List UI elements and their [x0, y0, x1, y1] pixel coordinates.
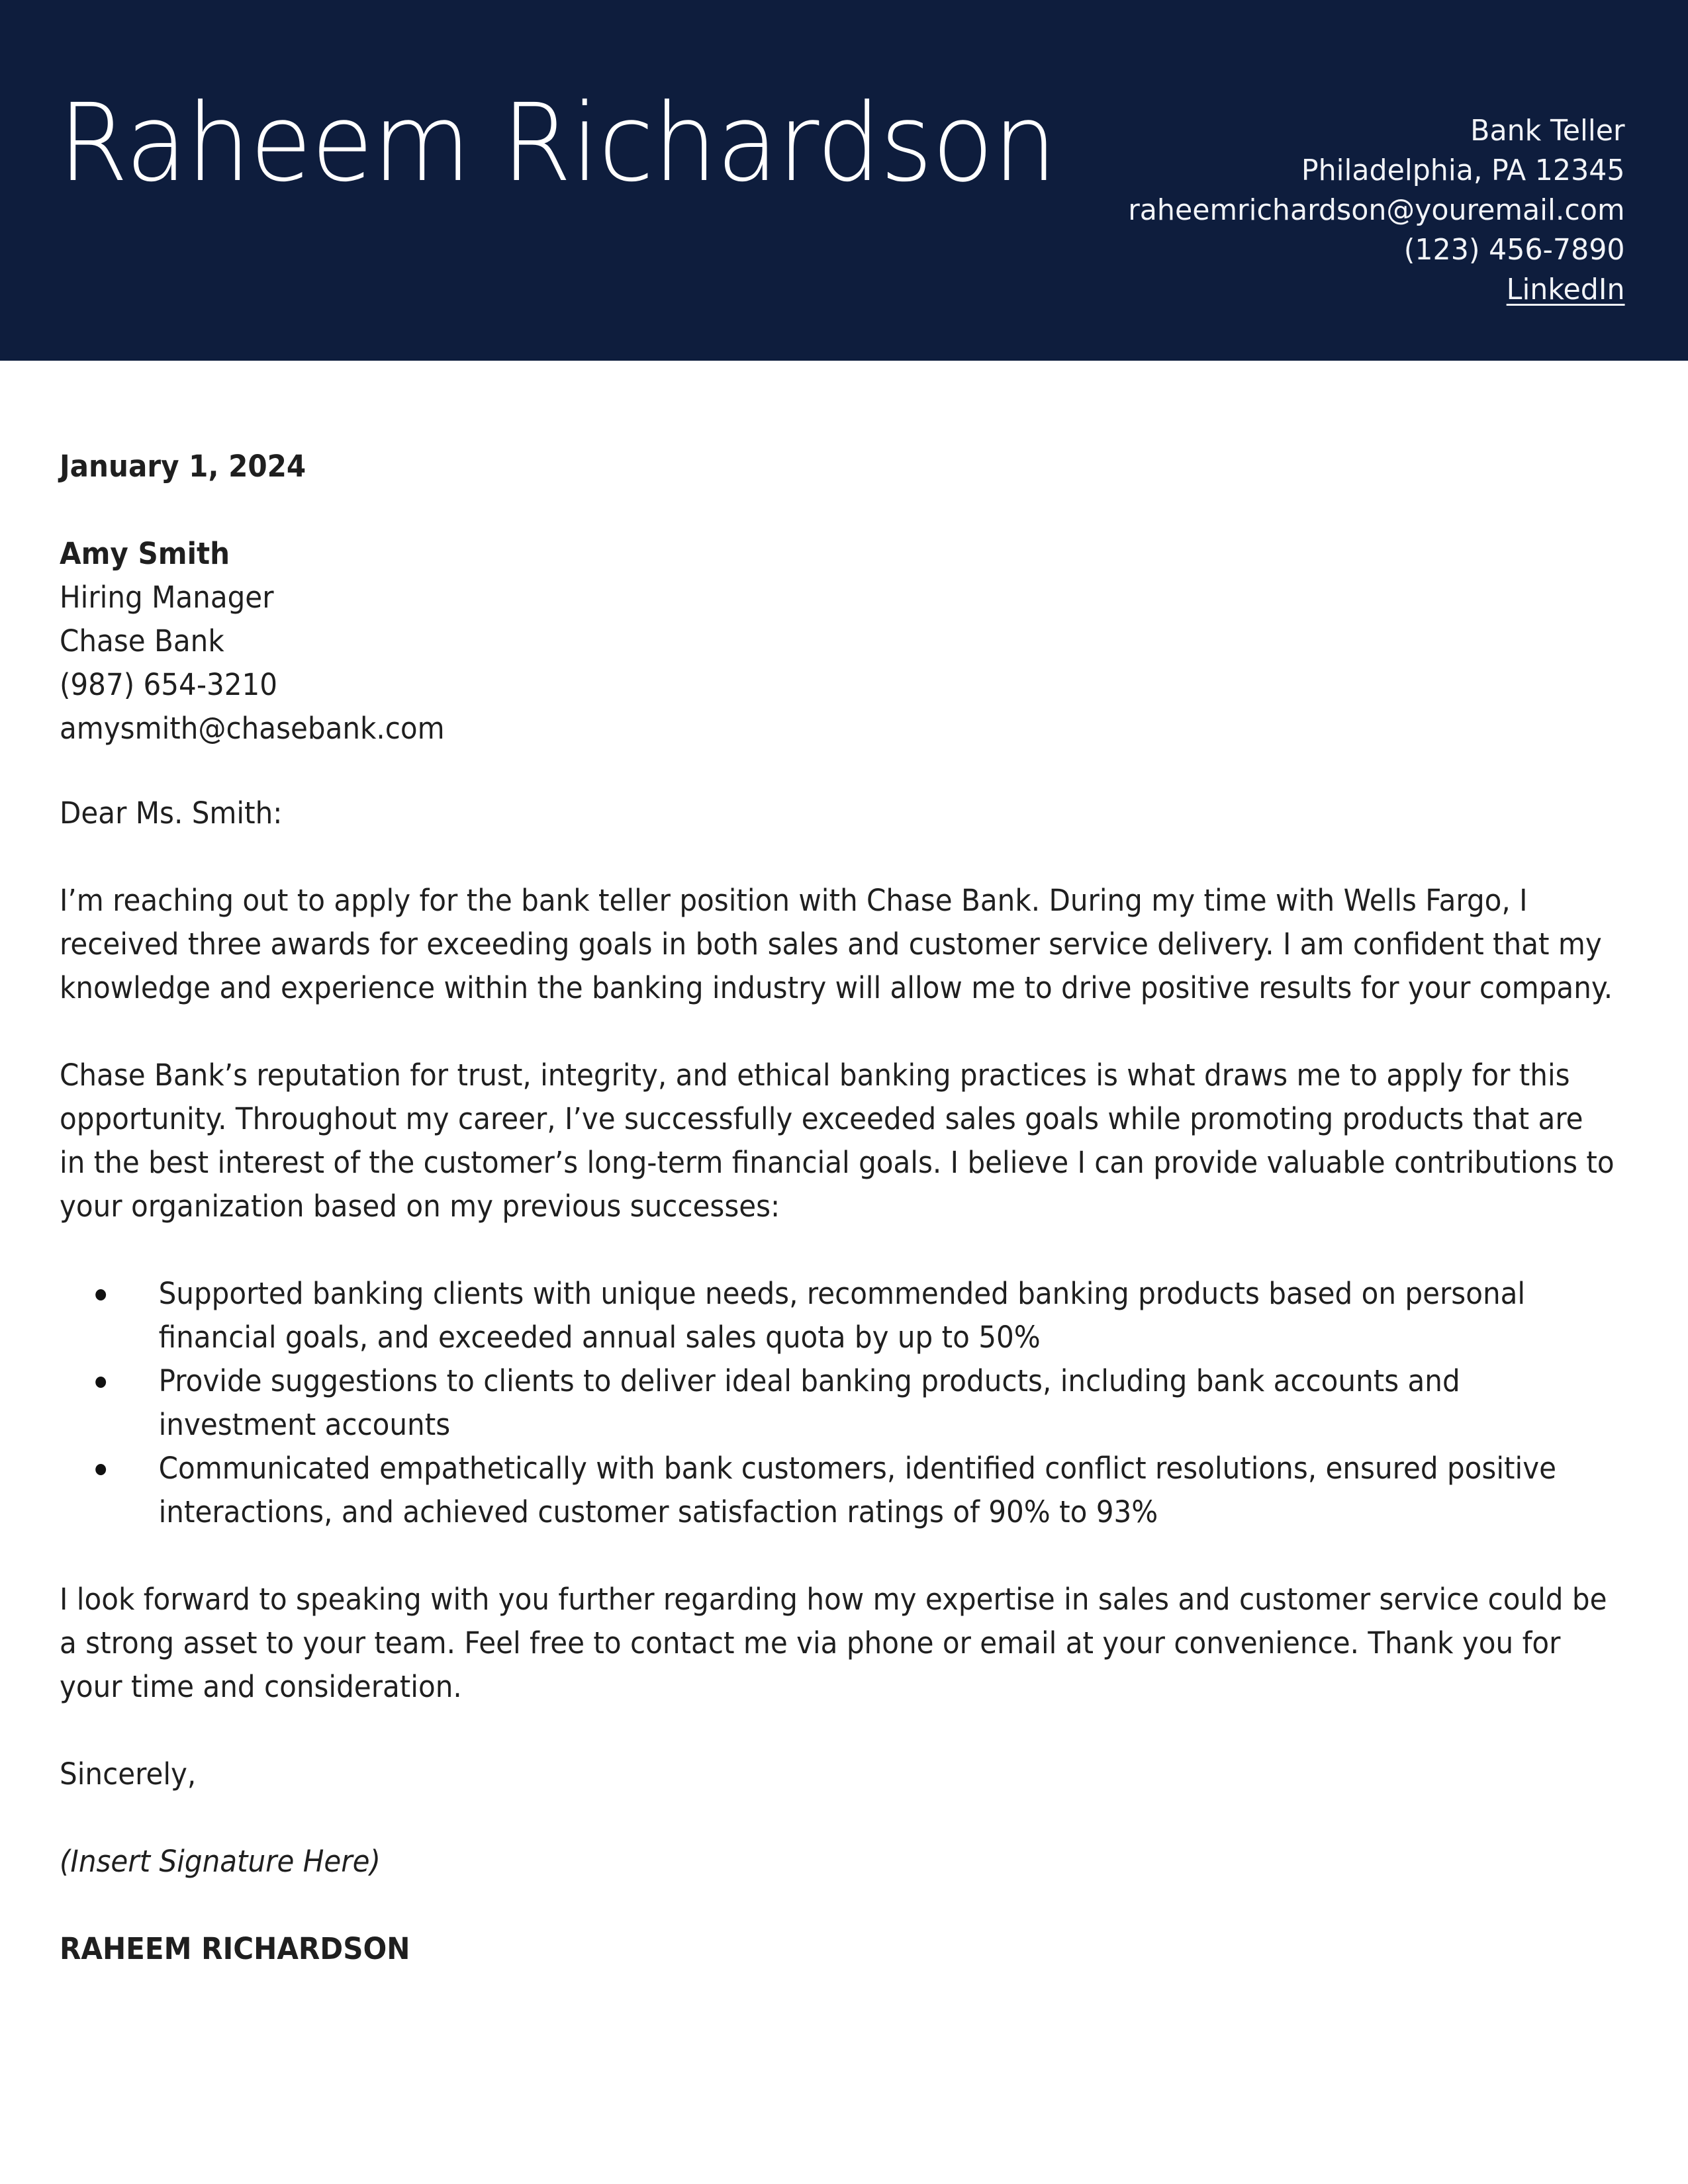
list-item [60, 1272, 1617, 1359]
contact-phone: (123) 456-7890 [1404, 233, 1625, 267]
list-item-text: Supported banking clients with unique needs, recommended banking products based on personal financial goals, and exceeded annual sales quota by up to 50% [158, 1276, 1526, 1355]
recipient-phone: (987) 654-3210 [60, 667, 278, 702]
recipient-block [60, 532, 1617, 751]
bullet-dot-icon [95, 1464, 106, 1475]
letter-body [60, 445, 1617, 1971]
signer-name: RAHEEM RICHARDSON [60, 1931, 410, 1966]
bullet-dot-icon [95, 1377, 106, 1388]
list-item [60, 1447, 1617, 1534]
header-band [0, 0, 1688, 361]
applicant-name: Raheem Richardson [58, 81, 1056, 206]
list-item-text: Communicated empathetically with bank customers, identified conflict resolutions, ensured positive interactions, and achieved customer satisfaction ratings of 90% to 93% [158, 1451, 1557, 1529]
closing-salutation: Sincerely, [60, 1756, 197, 1792]
recipient-email: amysmith@chasebank.com [60, 711, 445, 746]
paragraph-3: I look forward to speaking with you further regarding how my expertise in sales and customer service could be a strong asset to your team. Feel free to contact me via phone or email at your convenience. Thank you for your time and consideration. [60, 1582, 1607, 1704]
paragraph-1: I’m reaching out to apply for the bank teller position with Chase Bank. During my time with Wells Fargo, I received three awards for exceeding goals in both sales and customer service delivery. I am confident that my knowledge and experience within the banking industry will allow me to drive positive results for your company. [60, 883, 1613, 1005]
linkedin-link[interactable]: LinkedIn [1507, 273, 1625, 306]
recipient-title: Hiring Manager [60, 580, 274, 615]
contact-location: Philadelphia, PA 12345 [1301, 154, 1625, 187]
achievements-list [60, 1272, 1617, 1534]
header-contact-block [1129, 111, 1625, 310]
signature-placeholder: (Insert Signature Here) [60, 1844, 381, 1879]
paragraph-2: Chase Bank’s reputation for trust, integrity, and ethical banking practices is what draws me to apply for this opportunity. Throughout my career, I’ve successfully exceeded sales goals while promoting products that are in the best interest of the customer’s long-term financial goals. I believe I can provide valuable contributions to your organization based on my previous successes: [60, 1058, 1615, 1224]
contact-job-title: Bank Teller [1470, 114, 1625, 148]
salutation: Dear Ms. Smith: [60, 796, 283, 831]
bullet-dot-icon [95, 1289, 106, 1300]
recipient-name: Amy Smith [60, 536, 230, 571]
letter-date: January 1, 2024 [60, 449, 306, 484]
contact-email: raheemrichardson@youremail.com [1128, 193, 1625, 227]
recipient-company: Chase Bank [60, 623, 224, 659]
list-item [60, 1359, 1617, 1447]
list-item-text: Provide suggestions to clients to deliver ideal banking products, including bank accounts and investment accounts [158, 1363, 1460, 1442]
